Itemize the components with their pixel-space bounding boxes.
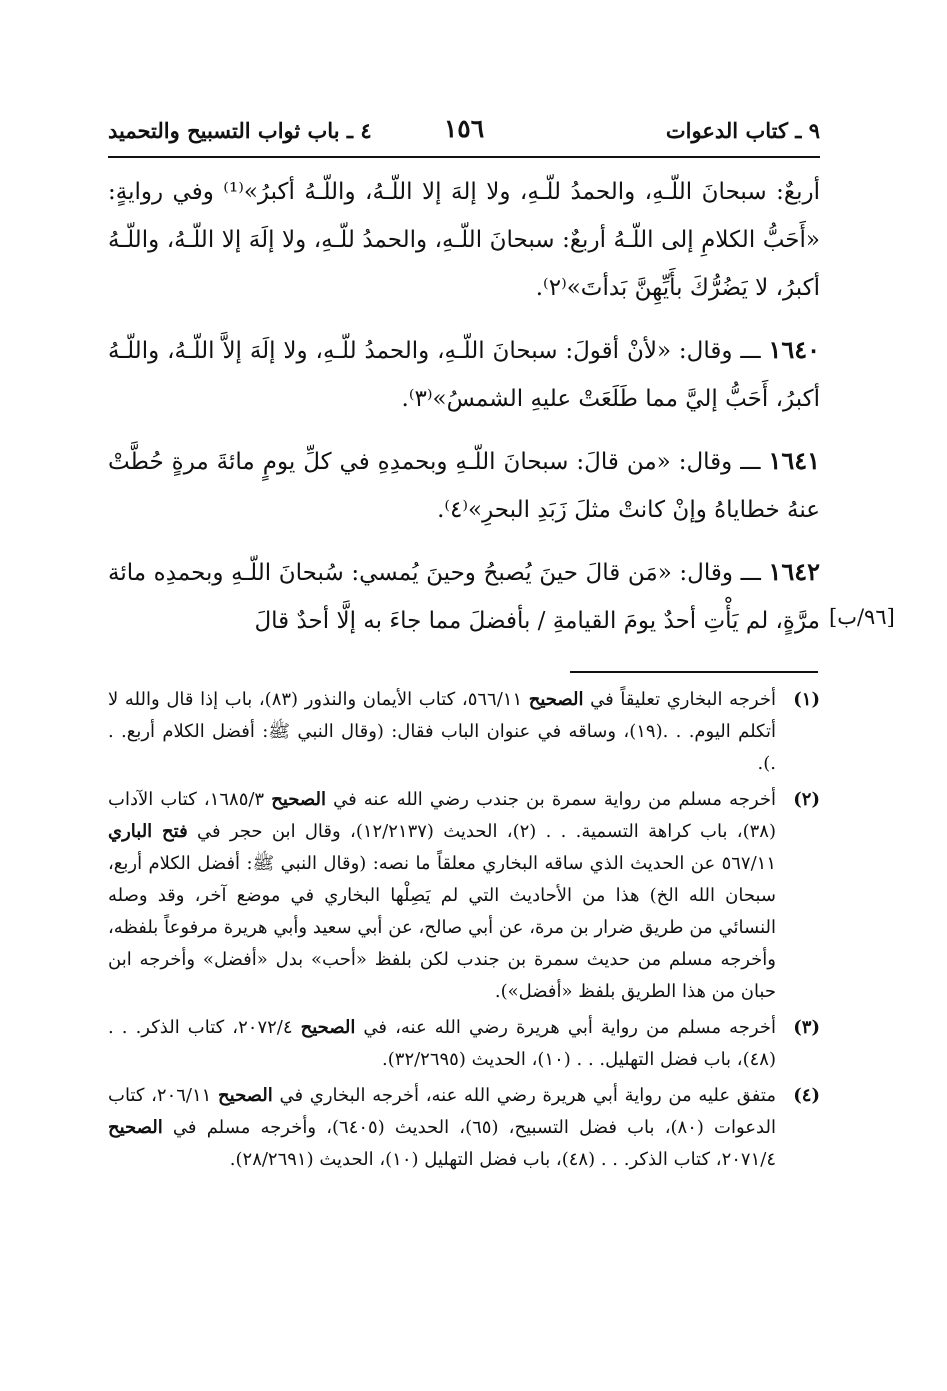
hadith-1641	[108, 437, 820, 534]
footnote-text: متفق عليه من رواية أبي هريرة رضي الله عنه، أخرجه البخاري في	[272, 1085, 776, 1106]
footnote-3	[108, 1012, 820, 1076]
section-title: ٤ ـ باب ثواب التسبيح والتحميد	[108, 118, 372, 143]
page-number: ١٥٦	[443, 114, 485, 143]
hadith-number: ١٦٤١	[768, 446, 821, 475]
footnote-bold-title: الصحيح	[528, 689, 584, 710]
hadith-1642	[108, 548, 820, 645]
hadith-text: ـــ وقال: «لأنْ أقولَ: سبحانَ اللّـهِ، والحمدُ للّـهِ، ولا إلَهَ إلاَّ اللّـهُ، واللّـهُ أكبرُ، أَحَبُّ إليَّ مما طَلَعَتْ عليهِ الشمسُ»⁽٣⁾.	[108, 338, 820, 412]
chapter-title: ٩ ـ كتاب الدعوات	[665, 118, 820, 143]
manuscript-folio-mark: [٩٦/ب]	[829, 605, 895, 629]
footnote-number: (٤)	[793, 1085, 820, 1106]
footnote-2	[108, 784, 820, 1008]
footnote-1	[108, 684, 820, 780]
hadith-text: ـــ وقال: «من قالَ: سبحانَ اللّـهِ وبحمدِهِ في كلِّ يومٍ مائةَ مرةٍ حُطَّتْ عنهُ خطاياهُ وإنْ كانتْ مثلَ زَبَدِ البحرِ»⁽٤⁾.	[108, 449, 820, 523]
hadith-text: ـــ وقال: «مَن قالَ حينَ يُصبحُ وحينَ يُمسي: سُبحانَ اللّـهِ وبحمدِه مائة مرَّةٍ، لم يَأْتِ أحدٌ يومَ القيامةِ / بأفضلَ مما جاءَ به إلَّا أحدٌ قالَ	[108, 560, 820, 634]
footnote-text: ٥٦٦/١١، كتاب الأيمان والنذور (٨٣)، باب إذا قال والله لا أتكلم اليوم. . .(١٩)، وساقه في عنوان الباب فقال: (وقال النبي ﷺ: أفضل الكلام أربع. . .).	[108, 689, 776, 774]
footnote-bold-title: فتح الباري	[108, 821, 188, 842]
footnote-text: أخرجه مسلم من رواية أبي هريرة رضي الله عنه، في	[355, 1017, 776, 1038]
footnote-text: ٢٠٦/١١، كتاب الدعوات (٨٠)، باب فضل التسبيح، (٦٥)، الحديث (٦٤٠٥)، وأخرجه مسلم في	[108, 1085, 776, 1138]
footnotes	[108, 684, 820, 1180]
footnote-number: (٢)	[793, 789, 820, 810]
footnote-text: أخرجه البخاري تعليقاً في	[583, 689, 776, 710]
footnote-number: (٣)	[793, 1017, 820, 1038]
footnote-bold-title: الصحيح	[218, 1085, 273, 1106]
footnote-4	[108, 1080, 820, 1176]
footnote-bold-title: الصحيح	[300, 1017, 356, 1038]
footnote-text: ٢٠٧٢/٤، كتاب الذكر. . . (٤٨)، باب فضل التهليل. . . (١٠)، الحديث (٣٢/٢٦٩٥).	[108, 1017, 776, 1070]
page-header	[108, 112, 820, 152]
footnote-number: (١)	[793, 689, 820, 710]
footnote-bold-title: الصحيح	[108, 1117, 163, 1138]
footnote-divider	[570, 671, 818, 673]
main-text	[108, 168, 820, 659]
footnote-text: أخرجه مسلم من رواية سمرة بن جندب رضي الله عنه في	[325, 789, 776, 810]
header-divider	[108, 156, 820, 158]
hadith-number: ١٦٤٠	[768, 335, 821, 364]
footnote-text: ٢٠٧١/٤، كتاب الذكر. . . (٤٨)، باب فضل التهليل (١٠)، الحديث (٢٨/٢٦٩١).	[229, 1149, 776, 1170]
footnote-bold-title: الصحيح	[271, 789, 326, 810]
footnote-text: ١٦٨٥/٣، كتاب الآداب (٣٨)، باب كراهة التسمية. . . (٢)، الحديث (١٢/٢١٣٧)، وقال ابن حجر في	[108, 789, 776, 842]
hadith-1640	[108, 326, 820, 423]
hadith-number: ١٦٤٢	[768, 557, 820, 586]
paragraph-continuation: أربعٌ: سبحانَ اللّـهِ، والحمدُ للّـهِ، ولا إلهَ إلا اللّـهُ، واللّـهُ أكبرُ»⁽¹⁾ وفي روايةٍ: «أَحَبُّ الكلامِ إلى اللّـهُ أربعٌ: سبحانَ اللّـهِ، والحمدُ للّـهِ، ولا إلَهَ إلا اللّـهُ، واللّـهُ أكبرُ، لا يَضُرُّكَ بأَيِّهِنَّ بَدأتَ»⁽٢⁾.	[108, 179, 820, 301]
footnote-text: ٥٦٧/١١ عن الحديث الذي ساقه البخاري معلقاً ما نصه: (وقال النبي ﷺ: أفضل الكلام أربع، سبحان الله الخ) هذا من الأحاديث التي لم يَصِلْها البخاري في موضع آخر، وقد وصله النسائي من طريق ضرار بن مرة، عن أبي صالح، عن أبي سعيد وأبي هريرة مرفوعاً بلفظه، وأخرجه مسلم من حديث سمرة بن جندب لكن بلفظ «أحب» بدل «أفضل» وأخرجه ابن حبان من هذا الطريق بلفظ «أفضل»).	[108, 853, 776, 1002]
